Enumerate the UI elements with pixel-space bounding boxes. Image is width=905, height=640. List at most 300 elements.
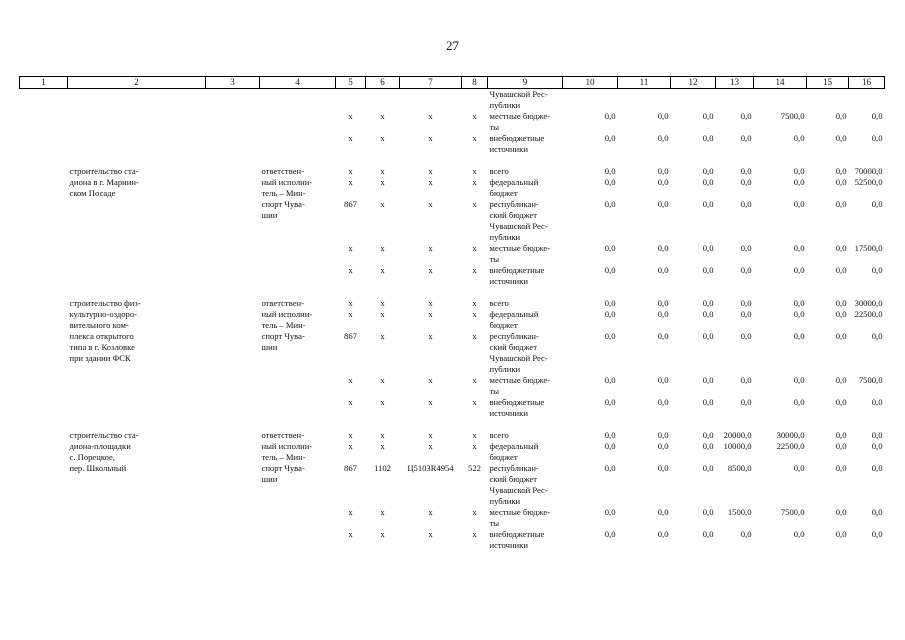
cell-rzpr: x: [380, 166, 385, 176]
column-header: 10: [563, 77, 618, 89]
cell-csr: [400, 89, 462, 101]
spacer-row: [20, 155, 885, 166]
cell-value-15: [807, 452, 849, 463]
cell-value-11: [618, 364, 671, 375]
cell-rzpr: [366, 144, 400, 155]
cell-value-11: [618, 496, 671, 507]
table-header: [20, 77, 885, 89]
cell-source: ский бюджет: [489, 342, 537, 352]
cell-grbs: [336, 254, 366, 265]
cell-value-15: [807, 232, 849, 243]
table-row: [20, 254, 885, 265]
column-header: 3: [206, 77, 260, 89]
cell-rzpr: [366, 342, 400, 353]
table-row: [20, 342, 885, 353]
cell-col1: [20, 243, 68, 254]
cell-value-15: 0,0: [835, 397, 847, 407]
cell-rzpr: [366, 89, 400, 101]
cell-source: местные бюдже-: [489, 243, 551, 253]
cell-rzpr: [366, 254, 400, 265]
cell-grbs: x: [348, 265, 353, 275]
cell-value-15: 0,0: [835, 265, 847, 275]
cell-activity: [68, 100, 206, 111]
cell-col1: [20, 232, 68, 243]
table-body: [20, 89, 885, 552]
cell-value-16: [849, 386, 885, 397]
cell-grbs: [336, 232, 366, 243]
cell-value-14: 0,0: [793, 243, 805, 253]
cell-vr: x: [472, 331, 477, 341]
cell-executor: тель – Мин-: [261, 320, 306, 330]
cell-col3: [206, 210, 260, 221]
table-row: [20, 111, 885, 122]
table-row: [20, 199, 885, 210]
cell-csr: [400, 496, 462, 507]
table-row: [20, 320, 885, 331]
cell-value-15: [807, 188, 849, 199]
cell-col3: [206, 320, 260, 331]
cell-value-11: [618, 474, 671, 485]
cell-col1: [20, 309, 68, 320]
cell-activity: строительство ста-: [69, 430, 139, 440]
cell-source: всего: [489, 298, 509, 308]
cell-value-11: [618, 386, 671, 397]
cell-source: бюджет: [489, 320, 518, 330]
cell-source: источники: [489, 540, 528, 550]
cell-source: местные бюдже-: [489, 375, 551, 385]
cell-value-14: 22500,0: [776, 441, 805, 451]
cell-value-10: 0,0: [604, 463, 616, 473]
cell-grbs: 867: [344, 463, 357, 473]
cell-value-15: 0,0: [835, 166, 847, 176]
cell-source: источники: [489, 408, 528, 418]
column-header: 12: [671, 77, 716, 89]
cell-value-13: [716, 364, 754, 375]
cell-grbs: [336, 276, 366, 287]
cell-value-10: [563, 188, 618, 199]
cell-value-16: 0,0: [871, 441, 883, 451]
cell-csr: [400, 232, 462, 243]
cell-value-14: [754, 485, 807, 496]
cell-col1: [20, 485, 68, 496]
cell-activity: диона в г. Мариин-: [69, 177, 139, 187]
cell-executor: [260, 540, 336, 551]
cell-col3: [206, 441, 260, 452]
cell-value-15: 0,0: [835, 441, 847, 451]
cell-source: федеральный: [489, 309, 539, 319]
cell-vr: 522: [468, 463, 481, 473]
cell-value-13: 0,0: [740, 309, 752, 319]
cell-activity: [68, 540, 206, 551]
cell-col3: [206, 507, 260, 518]
cell-vr: [462, 485, 488, 496]
cell-value-10: 0,0: [604, 331, 616, 341]
cell-csr: x: [428, 529, 433, 539]
cell-col1: [20, 254, 68, 265]
cell-col3: [206, 375, 260, 386]
cell-col1: [20, 353, 68, 364]
cell-value-13: 0,0: [740, 265, 752, 275]
cell-csr: x: [428, 441, 433, 451]
cell-value-13: 0,0: [740, 177, 752, 187]
cell-value-12: [671, 474, 716, 485]
cell-executor: ный исполни-: [261, 177, 313, 187]
cell-value-16: 30000,0: [854, 298, 883, 308]
cell-value-14: 0,0: [793, 166, 805, 176]
cell-executor: [260, 276, 336, 287]
cell-value-16: [849, 474, 885, 485]
cell-value-10: [563, 232, 618, 243]
cell-col3: [206, 463, 260, 474]
cell-value-15: 0,0: [835, 507, 847, 517]
cell-value-12: 0,0: [702, 331, 714, 341]
cell-csr: x: [428, 298, 433, 308]
cell-vr: x: [472, 441, 477, 451]
cell-value-10: 0,0: [604, 199, 616, 209]
cell-col1: [20, 100, 68, 111]
cell-value-16: [849, 408, 885, 419]
cell-value-11: 0,0: [657, 177, 669, 187]
cell-rzpr: [366, 540, 400, 551]
cell-activity: [68, 496, 206, 507]
cell-value-10: [563, 353, 618, 364]
cell-value-16: [849, 364, 885, 375]
cell-source: Чувашской Рес-: [489, 89, 548, 99]
cell-rzpr: [366, 353, 400, 364]
cell-activity: [68, 111, 206, 122]
cell-value-10: [563, 320, 618, 331]
cell-csr: [400, 452, 462, 463]
cell-activity: [68, 485, 206, 496]
cell-value-13: 0,0: [740, 166, 752, 176]
cell-activity: [68, 89, 206, 101]
cell-value-16: 0,0: [871, 463, 883, 473]
cell-value-12: [671, 100, 716, 111]
cell-activity: строительство физ-: [69, 298, 141, 308]
cell-value-14: [754, 342, 807, 353]
cell-vr: x: [472, 298, 477, 308]
cell-executor: [260, 375, 336, 386]
cell-activity: [68, 474, 206, 485]
cell-value-10: [563, 518, 618, 529]
cell-value-15: [807, 276, 849, 287]
cell-executor: [260, 89, 336, 101]
cell-value-15: 0,0: [835, 243, 847, 253]
cell-value-14: [754, 496, 807, 507]
cell-grbs: [336, 386, 366, 397]
cell-value-13: 0,0: [740, 298, 752, 308]
cell-grbs: [336, 144, 366, 155]
cell-value-12: [671, 144, 716, 155]
cell-value-13: [716, 320, 754, 331]
budget-table: [19, 76, 885, 551]
cell-grbs: [336, 100, 366, 111]
cell-value-15: [807, 386, 849, 397]
cell-source: публики: [489, 232, 521, 242]
cell-activity: с. Порецкое,: [69, 452, 115, 462]
cell-source: внебюджетные: [489, 529, 545, 539]
cell-activity: [68, 265, 206, 276]
cell-value-14: [754, 452, 807, 463]
cell-activity: [68, 364, 206, 375]
cell-value-10: [563, 276, 618, 287]
cell-col1: [20, 111, 68, 122]
cell-value-10: [563, 364, 618, 375]
cell-value-15: [807, 100, 849, 111]
table-row: [20, 188, 885, 199]
cell-value-14: [754, 100, 807, 111]
cell-grbs: [336, 89, 366, 101]
cell-value-10: 0,0: [604, 298, 616, 308]
cell-csr: x: [428, 199, 433, 209]
cell-csr: [400, 320, 462, 331]
header-row: [20, 77, 885, 89]
cell-source: федеральный: [489, 177, 539, 187]
cell-value-11: 0,0: [657, 441, 669, 451]
cell-grbs: [336, 342, 366, 353]
cell-col1: [20, 397, 68, 408]
cell-value-14: [754, 386, 807, 397]
cell-executor: [260, 122, 336, 133]
cell-value-16: [849, 232, 885, 243]
cell-col1: [20, 177, 68, 188]
cell-executor: [260, 353, 336, 364]
cell-executor: [260, 485, 336, 496]
cell-col3: [206, 254, 260, 265]
cell-value-10: [563, 452, 618, 463]
cell-value-12: [671, 210, 716, 221]
cell-vr: [462, 408, 488, 419]
cell-activity: типа в г. Козловке: [69, 342, 135, 352]
table-row: [20, 243, 885, 254]
cell-grbs: 867: [344, 331, 357, 341]
table-row: [20, 485, 885, 496]
cell-rzpr: x: [380, 309, 385, 319]
cell-rzpr: [366, 408, 400, 419]
table-row: [20, 298, 885, 309]
cell-value-10: 0,0: [604, 375, 616, 385]
cell-value-13: 0,0: [740, 111, 752, 121]
cell-col3: [206, 133, 260, 144]
cell-csr: [400, 100, 462, 111]
cell-value-15: 0,0: [835, 111, 847, 121]
cell-value-10: [563, 254, 618, 265]
cell-executor: тель – Мин-: [261, 452, 306, 462]
cell-value-16: [849, 342, 885, 353]
cell-rzpr: [366, 386, 400, 397]
cell-vr: x: [472, 199, 477, 209]
cell-col1: [20, 540, 68, 551]
cell-value-16: [849, 540, 885, 551]
cell-activity: диона-площадки: [69, 441, 131, 451]
cell-vr: [462, 89, 488, 101]
cell-value-11: 0,0: [657, 265, 669, 275]
page-number: 27: [446, 38, 459, 53]
cell-value-12: [671, 342, 716, 353]
cell-executor: [260, 133, 336, 144]
cell-source: Чувашской Рес-: [489, 221, 548, 231]
cell-value-16: 0,0: [871, 199, 883, 209]
cell-value-12: [671, 496, 716, 507]
cell-value-12: [671, 452, 716, 463]
cell-rzpr: 1102: [374, 463, 391, 473]
cell-col1: [20, 496, 68, 507]
cell-csr: [400, 122, 462, 133]
cell-source: Чувашской Рес-: [489, 485, 548, 495]
cell-source: бюджет: [489, 452, 518, 462]
cell-col1: [20, 265, 68, 276]
cell-csr: x: [428, 111, 433, 121]
cell-csr: [400, 276, 462, 287]
cell-grbs: [336, 540, 366, 551]
cell-csr: [400, 254, 462, 265]
cell-value-13: [716, 408, 754, 419]
cell-vr: x: [472, 243, 477, 253]
cell-value-14: 0,0: [793, 375, 805, 385]
cell-grbs: x: [348, 166, 353, 176]
cell-col3: [206, 111, 260, 122]
cell-value-12: [671, 276, 716, 287]
cell-value-14: 0,0: [793, 265, 805, 275]
cell-col3: [206, 243, 260, 254]
cell-source: источники: [489, 276, 528, 286]
cell-activity: [68, 397, 206, 408]
cell-col1: [20, 518, 68, 529]
cell-value-16: [849, 221, 885, 232]
column-header: 9: [488, 77, 563, 89]
cell-vr: x: [472, 309, 477, 319]
cell-value-15: 0,0: [835, 430, 847, 440]
table-row: [20, 386, 885, 397]
cell-rzpr: [366, 518, 400, 529]
cell-value-13: [716, 474, 754, 485]
cell-csr: [400, 540, 462, 551]
cell-value-16: [849, 276, 885, 287]
cell-value-13: [716, 144, 754, 155]
table-row: [20, 529, 885, 540]
cell-csr: x: [428, 243, 433, 253]
cell-value-15: [807, 364, 849, 375]
cell-activity: [68, 386, 206, 397]
cell-rzpr: x: [380, 375, 385, 385]
cell-rzpr: [366, 210, 400, 221]
cell-csr: x: [428, 265, 433, 275]
column-header: 13: [716, 77, 754, 89]
cell-grbs: [336, 320, 366, 331]
cell-col3: [206, 518, 260, 529]
cell-executor: [260, 265, 336, 276]
cell-source: ты: [489, 518, 500, 528]
cell-value-11: 0,0: [657, 199, 669, 209]
cell-value-15: 0,0: [835, 529, 847, 539]
cell-activity: строительство ста-: [69, 166, 139, 176]
table-row: [20, 397, 885, 408]
cell-source: федеральный: [489, 441, 539, 451]
cell-value-12: [671, 386, 716, 397]
cell-value-11: [618, 485, 671, 496]
cell-col1: [20, 276, 68, 287]
cell-value-15: [807, 254, 849, 265]
cell-grbs: x: [348, 177, 353, 187]
cell-col3: [206, 309, 260, 320]
cell-grbs: [336, 474, 366, 485]
cell-value-12: 0,0: [702, 397, 714, 407]
cell-grbs: [336, 364, 366, 375]
cell-value-12: [671, 540, 716, 551]
cell-value-11: 0,0: [657, 133, 669, 143]
cell-value-16: 0,0: [871, 529, 883, 539]
cell-value-12: 0,0: [702, 243, 714, 253]
cell-value-13: [716, 540, 754, 551]
cell-value-11: [618, 144, 671, 155]
spacer-cell: [20, 419, 885, 430]
cell-value-15: 0,0: [835, 133, 847, 143]
cell-col3: [206, 485, 260, 496]
cell-source: республикан-: [489, 463, 539, 473]
cell-value-14: [754, 408, 807, 419]
cell-value-13: [716, 210, 754, 221]
cell-col3: [206, 474, 260, 485]
cell-value-13: 0,0: [740, 133, 752, 143]
cell-source: публики: [489, 100, 521, 110]
cell-csr: [400, 485, 462, 496]
cell-activity: [68, 144, 206, 155]
cell-rzpr: [366, 276, 400, 287]
cell-value-11: 0,0: [657, 298, 669, 308]
cell-vr: [462, 364, 488, 375]
cell-vr: [462, 540, 488, 551]
cell-value-13: [716, 276, 754, 287]
cell-col3: [206, 386, 260, 397]
cell-rzpr: x: [380, 111, 385, 121]
cell-value-15: [807, 89, 849, 101]
cell-value-13: [716, 221, 754, 232]
cell-csr: [400, 364, 462, 375]
cell-executor: шии: [261, 210, 278, 220]
cell-value-15: [807, 353, 849, 364]
table-row: [20, 496, 885, 507]
cell-executor: [260, 232, 336, 243]
column-header: 8: [462, 77, 488, 89]
cell-value-13: [716, 100, 754, 111]
cell-col3: [206, 276, 260, 287]
cell-value-14: [754, 188, 807, 199]
cell-value-12: [671, 122, 716, 133]
cell-executor: [260, 243, 336, 254]
cell-executor: [260, 408, 336, 419]
cell-value-15: [807, 518, 849, 529]
cell-value-13: [716, 342, 754, 353]
cell-col1: [20, 133, 68, 144]
cell-grbs: [336, 353, 366, 364]
column-header: 1: [20, 77, 68, 89]
cell-value-13: 10000,0: [723, 441, 752, 451]
cell-value-15: [807, 485, 849, 496]
cell-activity: [68, 276, 206, 287]
column-header: 2: [68, 77, 206, 89]
cell-value-10: [563, 540, 618, 551]
cell-source: ский бюджет: [489, 474, 537, 484]
cell-value-10: 0,0: [604, 133, 616, 143]
cell-value-10: 0,0: [604, 529, 616, 539]
cell-source: публики: [489, 496, 521, 506]
column-header: 11: [618, 77, 671, 89]
cell-value-12: 0,0: [702, 133, 714, 143]
cell-value-11: 0,0: [657, 507, 669, 517]
cell-value-10: 0,0: [604, 397, 616, 407]
cell-csr: x: [428, 430, 433, 440]
cell-vr: [462, 221, 488, 232]
